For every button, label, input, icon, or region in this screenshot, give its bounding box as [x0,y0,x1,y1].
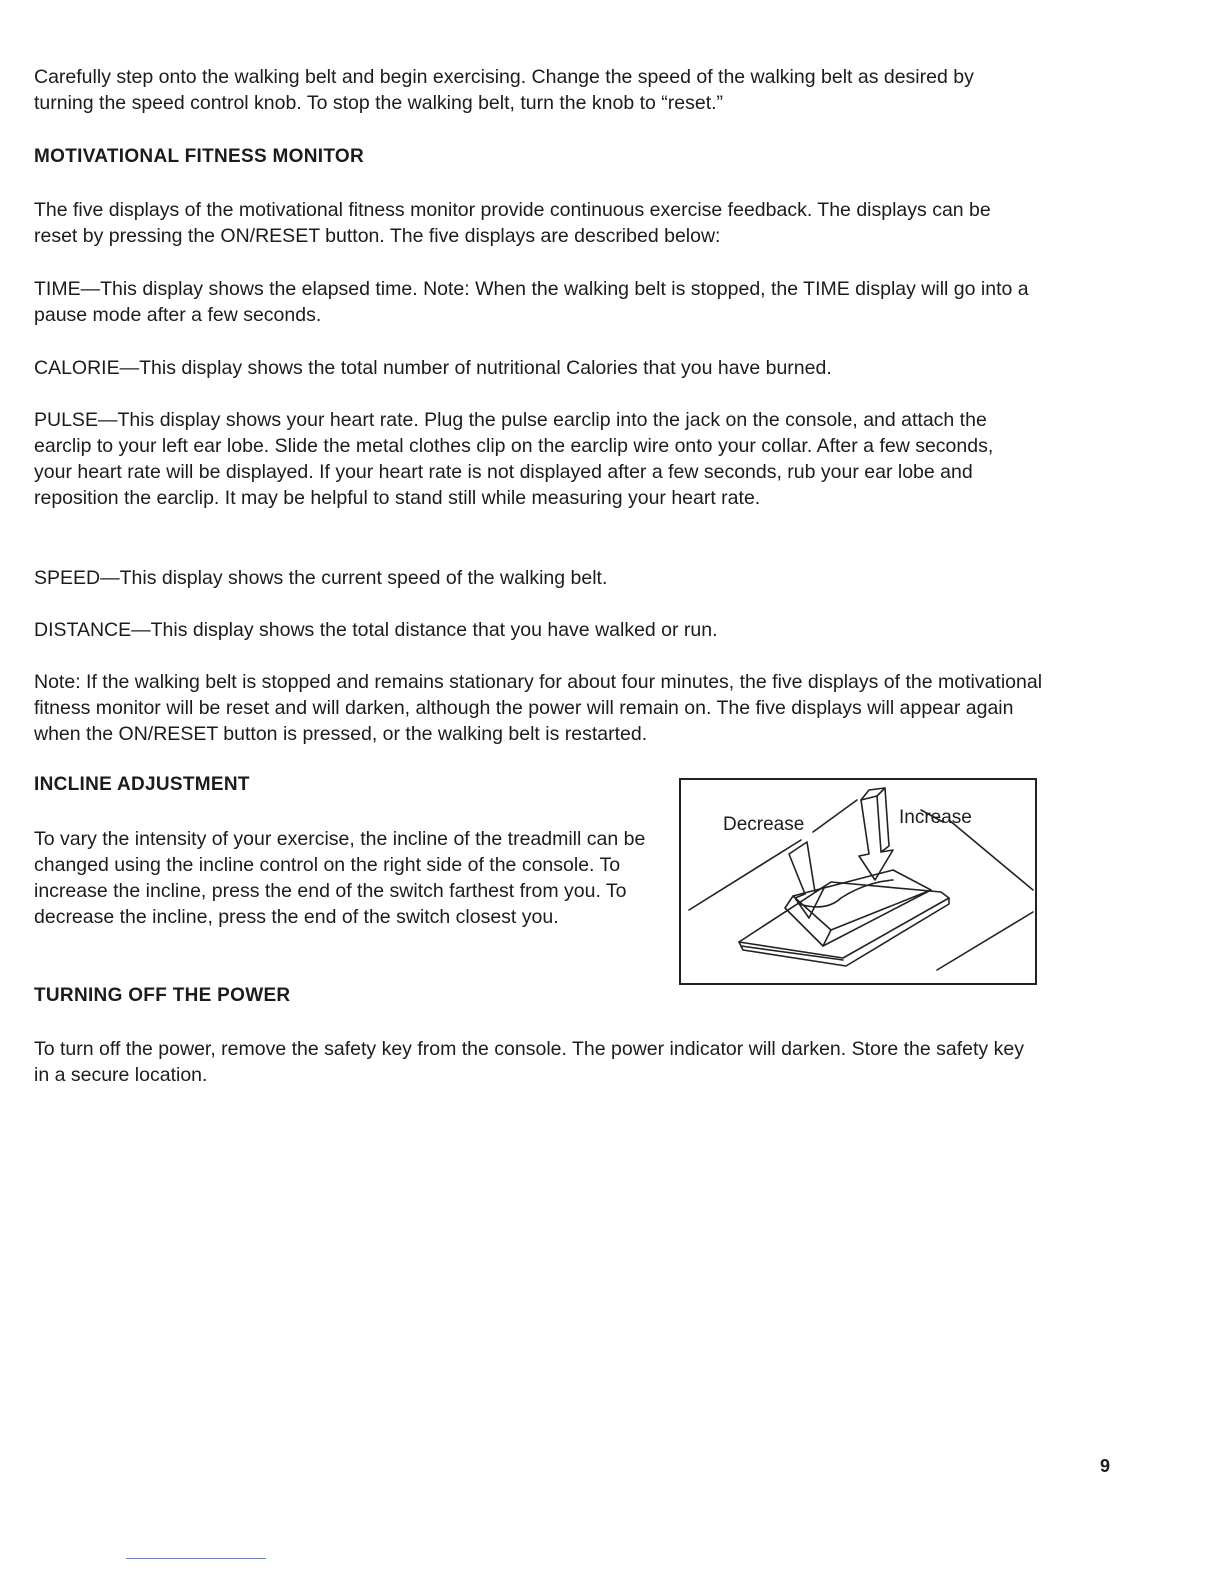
incline-switch-figure [679,778,1037,985]
decrease-label: Decrease [723,814,805,835]
speed-display-paragraph: SPEED—This display shows the current speed of the walking belt. [34,567,608,589]
pulse-display-paragraph: PULSE—This display shows your heart rate. Plug the pulse earclip into the jack on the console, and attach the earclip to your left ear lobe. Slide the metal clothes clip on the earclip wire onto your collar. After a few seconds, your heart rate will be displayed. If your heart rate is not displayed after a few seconds, rub your ear lobe and reposition the earclip. It may be helpful to stand still while measuring your heart rate. [34,409,994,509]
monitor-intro-paragraph: The five displays of the motivational fitness monitor provide continuous exercise feedback. The displays can be reset by pressing the ON/RESET button. The five displays are described below: [34,199,991,247]
rocker-switch-illustration [681,780,1035,983]
heading-turning-off-the-power: TURNING OFF THE POWER [34,985,291,1006]
page-number: 9 [1100,1456,1111,1476]
intro-paragraph: Carefully step onto the walking belt and begin exercising. Change the speed of the walking belt as desired by turning the speed control knob. To stop the walking belt, turn the knob to “reset.” [34,66,974,114]
monitor-note-paragraph: Note: If the walking belt is stopped and remains stationary for about four minutes, the five displays of the motivational fitness monitor will be reset and will darken, although the power will remain on. The five displays will appear again when the ON/RESET button is pressed, or the walking belt is restarted. [34,671,1043,745]
distance-display-paragraph: DISTANCE—This display shows the total distance that you have walked or run. [34,619,718,641]
heading-motivational-fitness-monitor: MOTIVATIONAL FITNESS MONITOR [34,146,364,167]
footer-rule [126,1558,266,1559]
heading-incline-adjustment: INCLINE ADJUSTMENT [34,774,250,795]
power-paragraph: To turn off the power, remove the safety key from the console. The power indicator will darken. Store the safety key in a secure location. [34,1038,1024,1086]
calorie-display-paragraph: CALORIE—This display shows the total number of nutritional Calories that you have burned. [34,357,832,379]
increase-label: Increase [899,807,972,828]
time-display-paragraph: TIME—This display shows the elapsed time. Note: When the walking belt is stopped, the TIME display will go into a pause mode after a few seconds. [34,278,1029,326]
incline-paragraph: To vary the intensity of your exercise, the incline of the treadmill can be changed using the incline control on the right side of the console. To increase the incline, press the end of the switch farthest from you. To decrease the incline, press the end of the switch closest you. [34,828,646,928]
